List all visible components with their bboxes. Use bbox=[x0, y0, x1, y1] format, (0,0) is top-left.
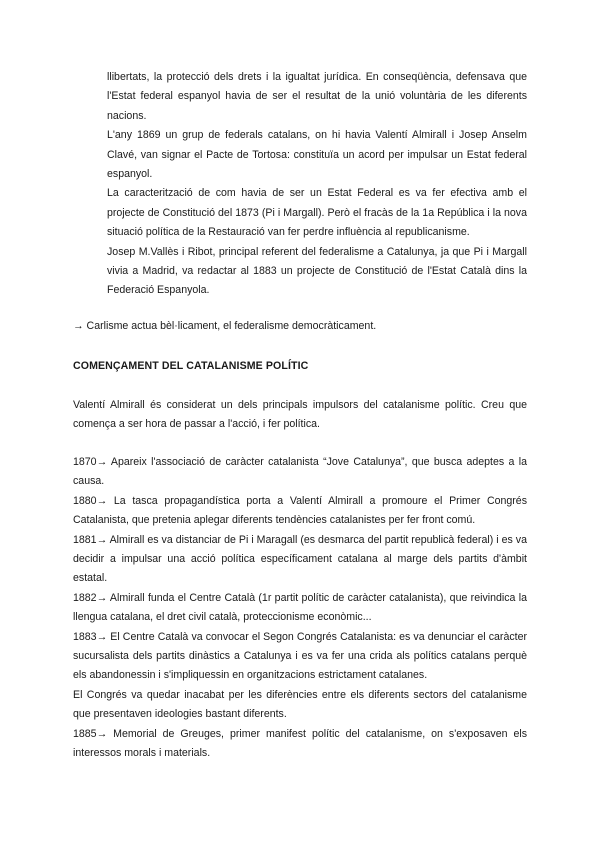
paragraph-constitution-1873: La caracterització de com havia de ser un Estat Federal es va fer efectiva amb el projecte de Constitució del 1873 (Pi i Margall). Però el fracàs de la 1a República i la nova situació política de la Restauració van fer perdre influència al republicanisme. bbox=[107, 187, 527, 239]
intro-text: Valentí Almirall és considerat un dels principals impulsors del catalanisme polític. Creu que comença a ser hora de passar a l'acció, i fer política. bbox=[73, 399, 527, 431]
section-intro bbox=[73, 396, 527, 435]
federalism-indented-block bbox=[107, 68, 527, 301]
timeline-item-1880: 1880→ La tasca propagandística porta a Valentí Almirall a promoure el Primer Congrés Catalanista, que pretenia aplegar diferents tendències catalanistes per fer front comú. bbox=[73, 494, 527, 527]
timeline-item-1883: 1883→ El Centre Català va convocar el Segon Congrés Catalanista: es va denunciar el caràcter sucursalista dels partits dinàstics a Catalunya i es va fer una crida als polítics catalans perquè els abandonessin i s'impliquessin en organitzacions estrictament catalanes. bbox=[73, 630, 527, 682]
timeline-item-1885: 1885→ Memorial de Greuges, primer manifest polític del catalanisme, on s'exposaven els interessos morals i materials. bbox=[73, 727, 527, 760]
paragraph-pacte-tortosa: L'any 1869 un grup de federals catalans, on hi havia Valentí Almirall i Josep Anselm Clavé, van signar el Pacte de Tortosa: constituïa un acord per impulsar un Estat federal espanyol. bbox=[107, 129, 527, 181]
timeline-item-1870: 1870→ Apareix l'associació de caràcter catalanista “Jove Catalunya”, que busca adeptes a la causa. bbox=[73, 456, 527, 488]
section-heading: COMENÇAMENT DEL CATALANISME POLÍTIC bbox=[73, 360, 309, 372]
timeline-item-1881: 1881→ Almirall es va distanciar de Pi i Maragall (es desmarca del partit republicà federal) i es va decidir a impulsar una acció política específicament catalana al marge dels partits d'àmbit estatal. bbox=[73, 533, 527, 585]
timeline-item-1882: 1882→ Almirall funda el Centre Català (1r partit polític de caràcter catalanista), que reivindica la llengua catalana, el dret civil català, proteccionisme econòmic... bbox=[73, 591, 527, 624]
timeline-item-congress: El Congrés va quedar inacabat per les diferències entre els diferents sectors del catalanisme que presentaven ideologies bastant diferents. bbox=[73, 688, 527, 721]
paragraph-federal-state: llibertats, la protecció dels drets i la igualtat jurídica. En conseqüència, defensava que l'Estat federal espanyol havia de ser el resultat de la unió voluntària de les diferents nacions. bbox=[107, 71, 527, 122]
timeline-list bbox=[73, 453, 527, 764]
conclusion-text: → Carlisme actua bèl·licament, el federalisme democràticament. bbox=[73, 320, 377, 332]
conclusion-line bbox=[73, 317, 527, 336]
paragraph-valles-ribot: Josep M.Vallès i Ribot, principal referent del federalisme a Catalunya, ja que Pi i Margall vivia a Madrid, va redactar al 1883 un projecte de Constitució de l'Estat Català dins la Federació Espanyola. bbox=[107, 245, 527, 297]
